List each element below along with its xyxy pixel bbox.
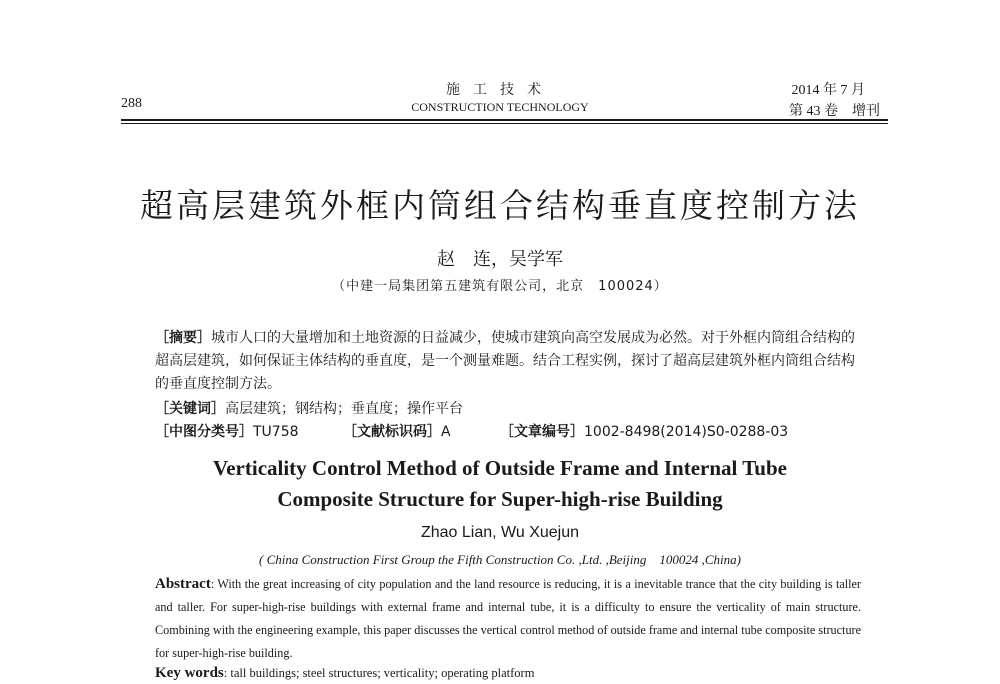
abstract-cn-label: ［摘要］ xyxy=(155,330,211,346)
paper-title-en-line1: Verticality Control Method of Outside Frame and Internal Tube xyxy=(212,456,787,480)
abstract-en-text: : With the great increasing of city population and the land resource is reducing, it is a inevitable trance that the city building is taller and taller. For super-high-rise buildings with external frame and internal tube, it is a difficulty to ensure the verticality of main structure. Combining with the engineering example, this paper discusses the vertical control method of outside frame and internal tube composite structure for super-high-rise building. xyxy=(155,577,862,660)
article-number xyxy=(500,421,788,441)
paper-title-en xyxy=(0,453,1000,515)
issue-date: 2014 年 7 月 xyxy=(791,83,865,98)
page-number: 288 xyxy=(121,96,142,111)
journal-name-cn: 施工技术 xyxy=(446,82,554,98)
keywords-en-text: : tall buildings; steel structures; verticality; operating platform xyxy=(223,666,535,680)
affiliation-en: ( China Construction First Group the Fifth Construction Co. ,Ltd. ,Beijing 100024 ,China) xyxy=(259,552,741,567)
keywords-en xyxy=(155,665,534,682)
clc-label: ［中图分类号］ xyxy=(155,424,253,440)
document-code-value: A xyxy=(441,424,451,440)
keywords-cn xyxy=(155,398,463,418)
header-rule-thin xyxy=(121,123,888,124)
document-code-label: ［文献标识码］ xyxy=(343,424,441,440)
clc-value: TU758 xyxy=(253,424,299,440)
authors-en: Zhao Lian, Wu Xuejun xyxy=(420,524,580,541)
document-code xyxy=(343,421,451,441)
abstract-en-label: Abstract xyxy=(155,576,211,592)
abstract-cn-text: 城市人口的大量增加和土地资源的日益减少，使城市建筑向高空发展成为必然。对于外框内筒组合结构的超高层建筑，如何保证主体结构的垂直度，是一个测量难题。结合工程实例，探讨了超高层建筑外框内筒组合结构的垂直度控制方法。 xyxy=(155,330,855,392)
abstract-cn xyxy=(155,327,867,396)
keywords-cn-label: ［关键词］ xyxy=(155,401,225,417)
article-number-label: ［文章编号］ xyxy=(500,424,584,440)
keywords-en-label: Key words xyxy=(155,665,224,681)
paper-title-cn: 超高层建筑外框内筒组合结构垂直度控制方法 xyxy=(140,186,860,225)
keywords-cn-text: 高层建筑；钢结构；垂直度；操作平台 xyxy=(225,401,463,417)
authors-cn: 赵 连，吴学军 xyxy=(437,249,563,270)
clc-number xyxy=(155,421,299,441)
affiliation-cn: （中建一局集团第五建筑有限公司，北京 100024） xyxy=(332,279,668,294)
abstract-en xyxy=(155,573,861,665)
journal-name-en: CONSTRUCTION TECHNOLOGY xyxy=(411,100,589,114)
paper-title-en-line2: Composite Structure for Super-high-rise Building xyxy=(277,487,723,511)
issue-volume: 第 43 卷 增刊 xyxy=(789,104,880,119)
header-rule-thick xyxy=(121,119,888,121)
article-number-value: 1002-8498(2014)S0-0288-03 xyxy=(584,424,789,440)
